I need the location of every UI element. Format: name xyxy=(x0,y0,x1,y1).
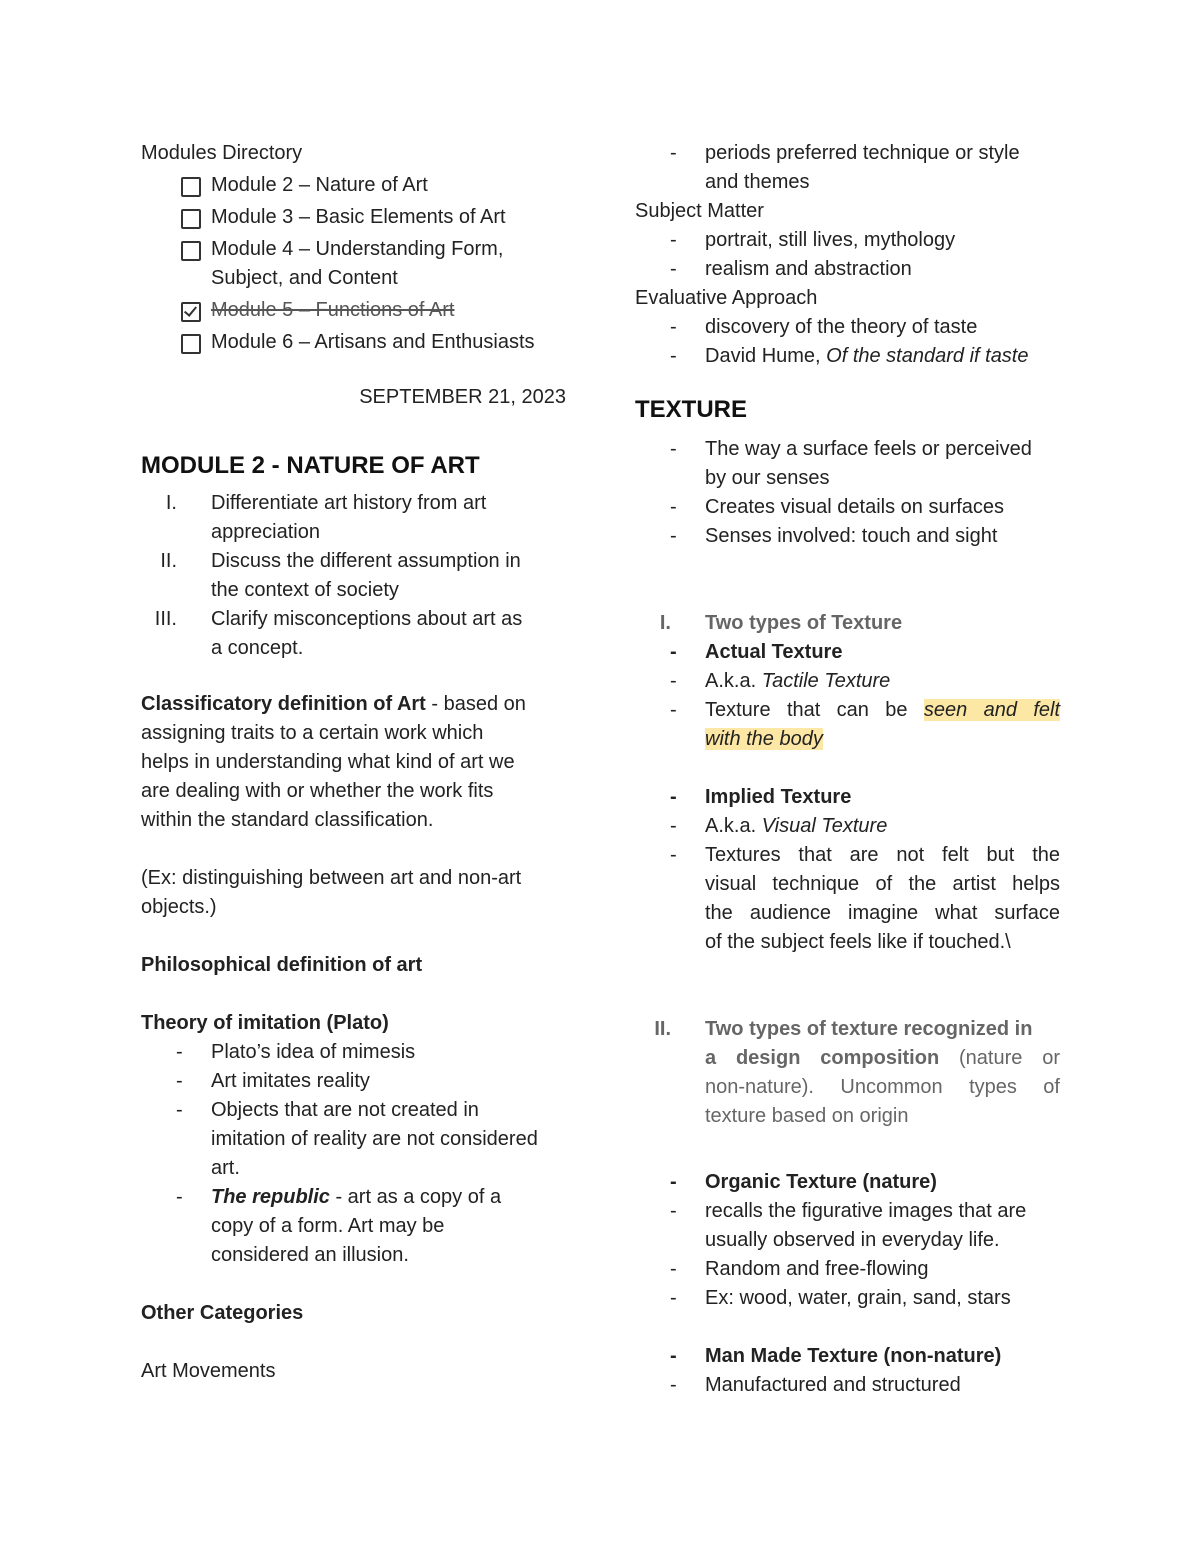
list-item: - Creates visual details on surfaces xyxy=(670,496,1005,518)
list-item: - Random and free-flowing xyxy=(670,1258,929,1280)
modules-directory-title: Modules Directory xyxy=(141,142,303,164)
list-item: - periods preferred technique or style and themes xyxy=(670,142,1020,193)
other-categories-heading: Other Categories xyxy=(141,1302,304,1324)
objective-item: II. Discuss the different assumption in the context of society xyxy=(160,550,521,601)
module-6-item: Module 6 – Artisans and Enthusiasts xyxy=(141,328,566,357)
module-3-item: Module 3 – Basic Elements of Art xyxy=(141,203,566,232)
module-4-item: Module 4 – Understanding Form, Subject, and Content xyxy=(141,235,566,293)
list-item: - portrait, still lives, mythology xyxy=(670,229,956,251)
list-item: - discovery of the theory of taste xyxy=(670,316,978,338)
objective-item: III. Clarify misconceptions about art as a concept. xyxy=(154,608,523,659)
subject-matter-heading: Subject Matter xyxy=(635,200,764,222)
list-item: - Actual Texture xyxy=(670,641,843,663)
list-item: - Ex: wood, water, grain, sand, stars xyxy=(670,1287,1011,1309)
philosophical-heading: Philosophical definition of art xyxy=(141,954,423,976)
list-item: - A.k.a. Visual Texture xyxy=(670,815,888,837)
list-item: - Implied Texture xyxy=(670,786,852,808)
list-item: - Man Made Texture (non-nature) xyxy=(670,1345,1002,1367)
list-item: - The republic - art as a copy of a copy of a form. Art may be considered an illusion. xyxy=(176,1186,502,1266)
classificatory-paragraph: Classificatory definition of Art - based on assigning traits to a certain work which helps in understanding what kind of art we are dealing with or whether the work fits within the standard classification. xyxy=(141,693,526,831)
unchecked-box-icon[interactable] xyxy=(181,209,201,229)
module-2-heading: MODULE 2 - NATURE OF ART xyxy=(141,452,480,479)
module-5-item: Module 5 – Functions of Art xyxy=(141,296,566,325)
list-item: - The way a surface feels or perceived by our senses xyxy=(670,438,1032,489)
list-item: - Manufactured and structured xyxy=(670,1374,961,1396)
objective-item: I. Differentiate art history from art appreciation xyxy=(165,492,487,543)
list-item: - Art imitates reality xyxy=(176,1070,370,1092)
unchecked-box-icon[interactable] xyxy=(181,177,201,197)
date-label: SEPTEMBER 21, 2023 xyxy=(359,386,566,408)
unchecked-box-icon[interactable] xyxy=(181,241,201,261)
list-item: - Texture that can be seen and felt with the body xyxy=(670,699,1061,750)
texture-heading: TEXTURE xyxy=(635,396,748,423)
list-item: - Plato’s idea of mimesis xyxy=(176,1041,416,1063)
section-2-heading: II. Two types of texture recognized in a design composition (nature or non-nature). Uncommon types of texture based on origin xyxy=(654,1018,1060,1127)
unchecked-box-icon[interactable] xyxy=(181,334,201,354)
list-item: - Senses involved: touch and sight xyxy=(670,525,998,547)
list-item: - Objects that are not created in imitation of reality are not considered art. xyxy=(176,1099,538,1179)
classificatory-term: Classificatory definition of Art xyxy=(141,693,426,715)
list-item: - Textures that are not felt but the visual technique of the artist helps the audience imagine what surface of the subject feels like if touched.\ xyxy=(670,844,1060,953)
checked-box-icon[interactable] xyxy=(181,302,201,322)
list-item: - Organic Texture (nature) xyxy=(670,1171,937,1193)
evaluative-heading: Evaluative Approach xyxy=(635,287,818,309)
list-item: - David Hume, Of the standard if taste xyxy=(670,345,1029,367)
module-2-item: Module 2 – Nature of Art xyxy=(141,171,566,200)
list-item: - realism and abstraction xyxy=(670,258,912,280)
art-movements-label: Art Movements xyxy=(141,1360,276,1382)
list-item: - recalls the figurative images that are usually observed in everyday life. xyxy=(670,1200,1027,1251)
example-paragraph: (Ex: distinguishing between art and non-art objects.) xyxy=(141,867,522,918)
left-column xyxy=(141,139,566,1386)
list-item: - A.k.a. Tactile Texture xyxy=(670,670,891,692)
section-1-heading: I. Two types of Texture xyxy=(659,612,903,634)
imitation-heading: Theory of imitation (Plato) xyxy=(141,1012,389,1034)
objectives-list xyxy=(141,489,566,663)
texture-list xyxy=(635,435,1060,551)
right-column xyxy=(635,139,1060,1400)
